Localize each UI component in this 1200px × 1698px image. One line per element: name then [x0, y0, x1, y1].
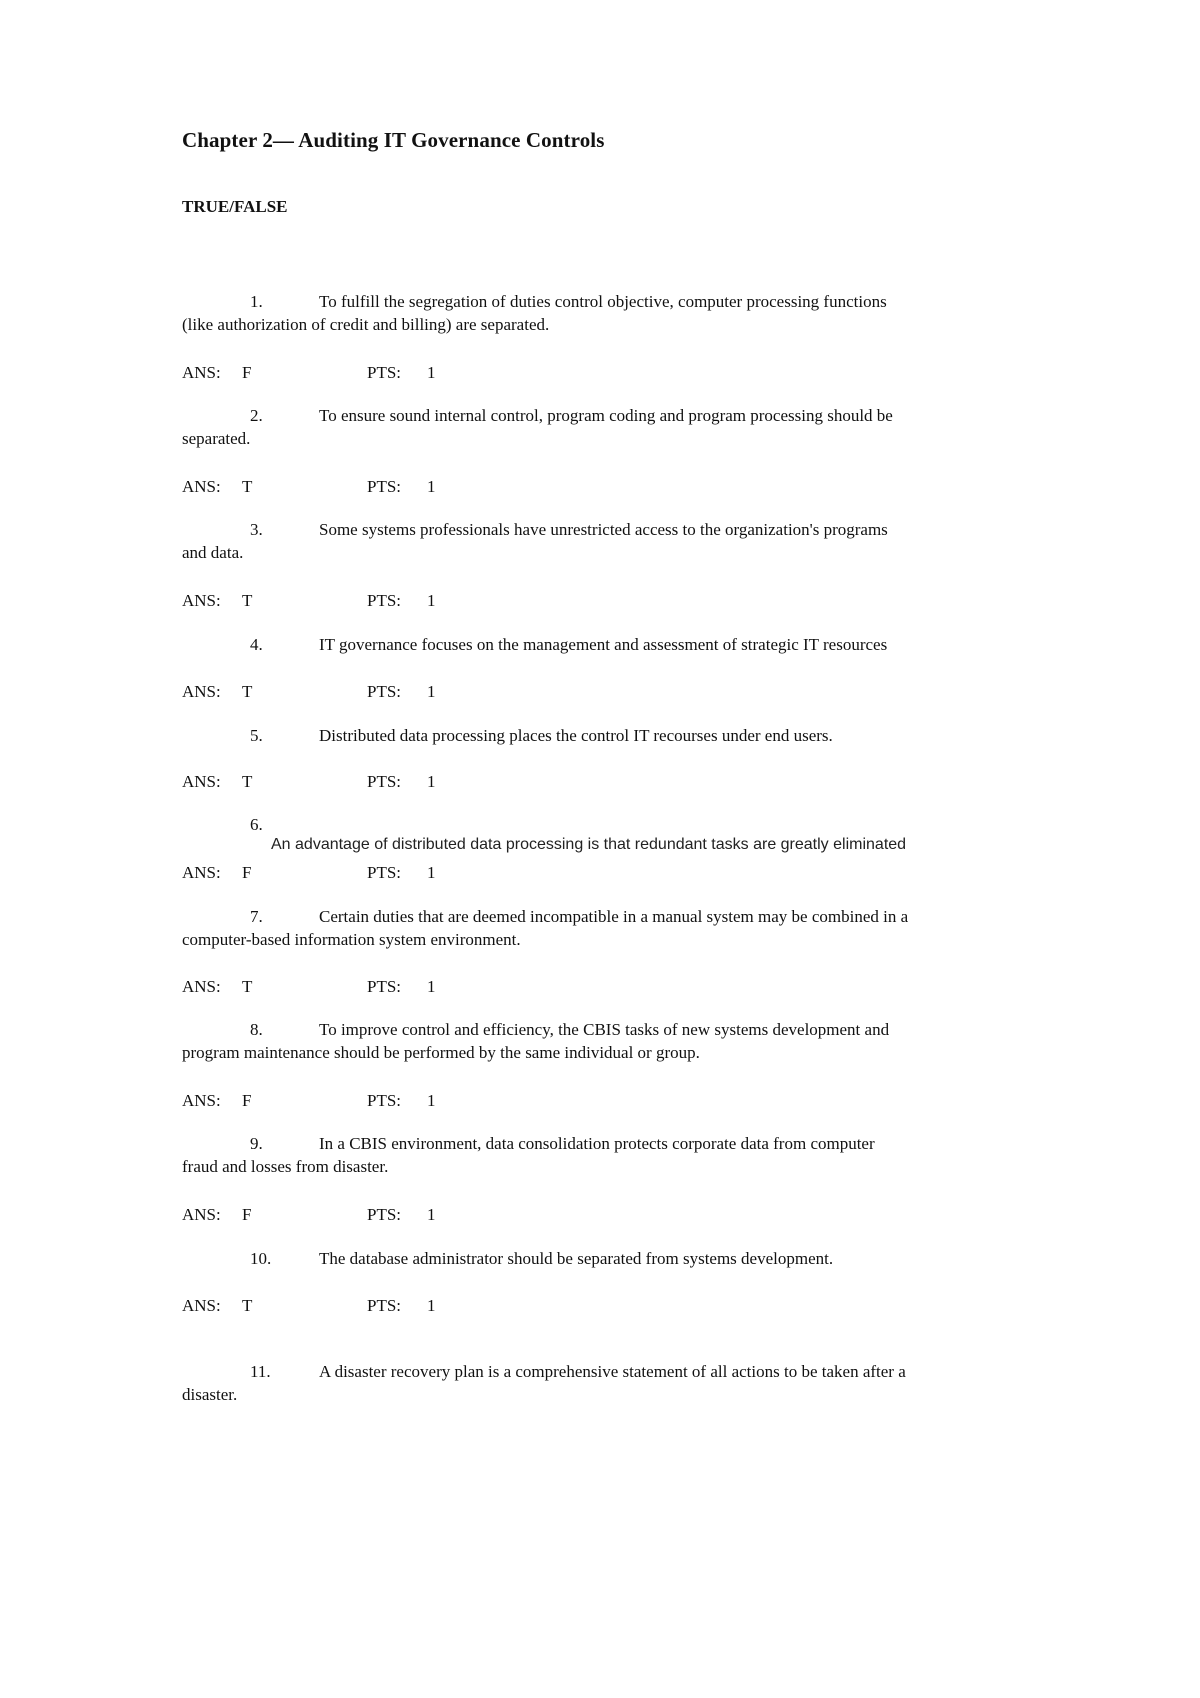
question-9 [182, 1132, 1052, 1178]
question-number: 3. [250, 520, 263, 539]
answer-row-4 [182, 680, 436, 703]
answer-row-8 [182, 1089, 436, 1112]
answer-value: T [242, 977, 253, 996]
points-value: 1 [427, 363, 436, 382]
points-label: PTS: [367, 863, 402, 882]
question-number: 5. [250, 726, 263, 745]
question-6 [182, 813, 1052, 854]
question-text: Certain duties that are deemed incompatible in a manual system may be combined in a [319, 907, 909, 926]
question-text-continued: fraud and losses from disaster. [182, 1157, 389, 1176]
points-label: PTS: [367, 1296, 402, 1315]
question-number: 8. [250, 1020, 263, 1039]
answer-label: ANS: [182, 363, 221, 382]
points-label: PTS: [367, 1091, 402, 1110]
points-label: PTS: [367, 591, 402, 610]
question-number: 6. [250, 815, 263, 834]
question-text-continued: disaster. [182, 1385, 238, 1404]
answer-label: ANS: [182, 977, 221, 996]
answer-label: ANS: [182, 772, 221, 791]
answer-row-2 [182, 475, 436, 498]
points-value: 1 [427, 863, 436, 882]
answer-label: ANS: [182, 863, 221, 882]
answer-label: ANS: [182, 682, 221, 701]
points-label: PTS: [367, 363, 402, 382]
points-value: 1 [427, 772, 436, 791]
answer-label: ANS: [182, 1205, 221, 1224]
question-11 [182, 1360, 1052, 1406]
points-value: 1 [427, 682, 436, 701]
question-text: The database administrator should be separated from systems development. [319, 1249, 834, 1268]
question-number: 11. [250, 1362, 271, 1381]
answer-value: F [242, 1091, 252, 1110]
points-label: PTS: [367, 977, 402, 996]
points-value: 1 [427, 1205, 436, 1224]
answer-value: F [242, 363, 252, 382]
answer-row-6 [182, 861, 436, 884]
question-1 [182, 290, 1052, 336]
question-text-continued: (like authorization of credit and billing) are separated. [182, 315, 550, 334]
question-text: Some systems professionals have unrestricted access to the organization's programs [319, 520, 888, 539]
question-2 [182, 404, 1052, 450]
question-number: 7. [250, 907, 263, 926]
question-text: Distributed data processing places the control IT recourses under end users. [319, 726, 833, 745]
question-text: IT governance focuses on the management and assessment of strategic IT resources [319, 635, 888, 654]
question-text-continued: and data. [182, 543, 244, 562]
answer-row-3 [182, 589, 436, 612]
question-5 [182, 724, 1052, 747]
points-value: 1 [427, 1296, 436, 1315]
question-text: In a CBIS environment, data consolidation protects corporate data from computer [319, 1134, 875, 1153]
question-text: To ensure sound internal control, program coding and program processing should be [319, 406, 893, 425]
section-heading: TRUE/FALSE [182, 197, 288, 216]
question-text-continued: program maintenance should be performed by the same individual or group. [182, 1043, 700, 1062]
question-number: 9. [250, 1134, 263, 1153]
answer-label: ANS: [182, 1296, 221, 1315]
answer-label: ANS: [182, 1091, 221, 1110]
question-4 [182, 633, 1052, 656]
points-label: PTS: [367, 1205, 402, 1224]
points-label: PTS: [367, 477, 402, 496]
question-3 [182, 518, 1052, 564]
points-value: 1 [427, 977, 436, 996]
answer-label: ANS: [182, 591, 221, 610]
answer-value: T [242, 1296, 253, 1315]
points-value: 1 [427, 591, 436, 610]
answer-value: F [242, 1205, 252, 1224]
question-text: To improve control and efficiency, the CBIS tasks of new systems development and [319, 1020, 890, 1039]
answer-value: T [242, 477, 253, 496]
points-value: 1 [427, 477, 436, 496]
answer-value: F [242, 863, 252, 882]
answer-value: T [242, 682, 253, 701]
question-text-continued: separated. [182, 429, 251, 448]
answer-row-10 [182, 1294, 436, 1317]
question-number: 2. [250, 406, 263, 425]
answer-row-5 [182, 770, 436, 793]
points-label: PTS: [367, 682, 402, 701]
question-10 [182, 1247, 1052, 1270]
answer-label: ANS: [182, 477, 221, 496]
question-7 [182, 905, 1052, 951]
chapter-title: Chapter 2— Auditing IT Governance Controls [182, 128, 605, 152]
answer-row-9 [182, 1203, 436, 1226]
question-number: 1. [250, 292, 263, 311]
question-text: A disaster recovery plan is a comprehensive statement of all actions to be taken after a [319, 1362, 906, 1381]
answer-value: T [242, 772, 253, 791]
answer-row-7 [182, 975, 436, 998]
points-label: PTS: [367, 772, 402, 791]
answer-value: T [242, 591, 253, 610]
points-value: 1 [427, 1091, 436, 1110]
question-8 [182, 1018, 1052, 1064]
answer-row-1 [182, 361, 436, 384]
question-text-continued: computer-based information system environment. [182, 930, 521, 949]
question-number: 10. [250, 1249, 272, 1268]
question-number: 4. [250, 635, 263, 654]
question-text: To fulfill the segregation of duties control objective, computer processing functions [319, 292, 887, 311]
question-text: An advantage of distributed data processing is that redundant tasks are greatly eliminated [271, 836, 907, 853]
